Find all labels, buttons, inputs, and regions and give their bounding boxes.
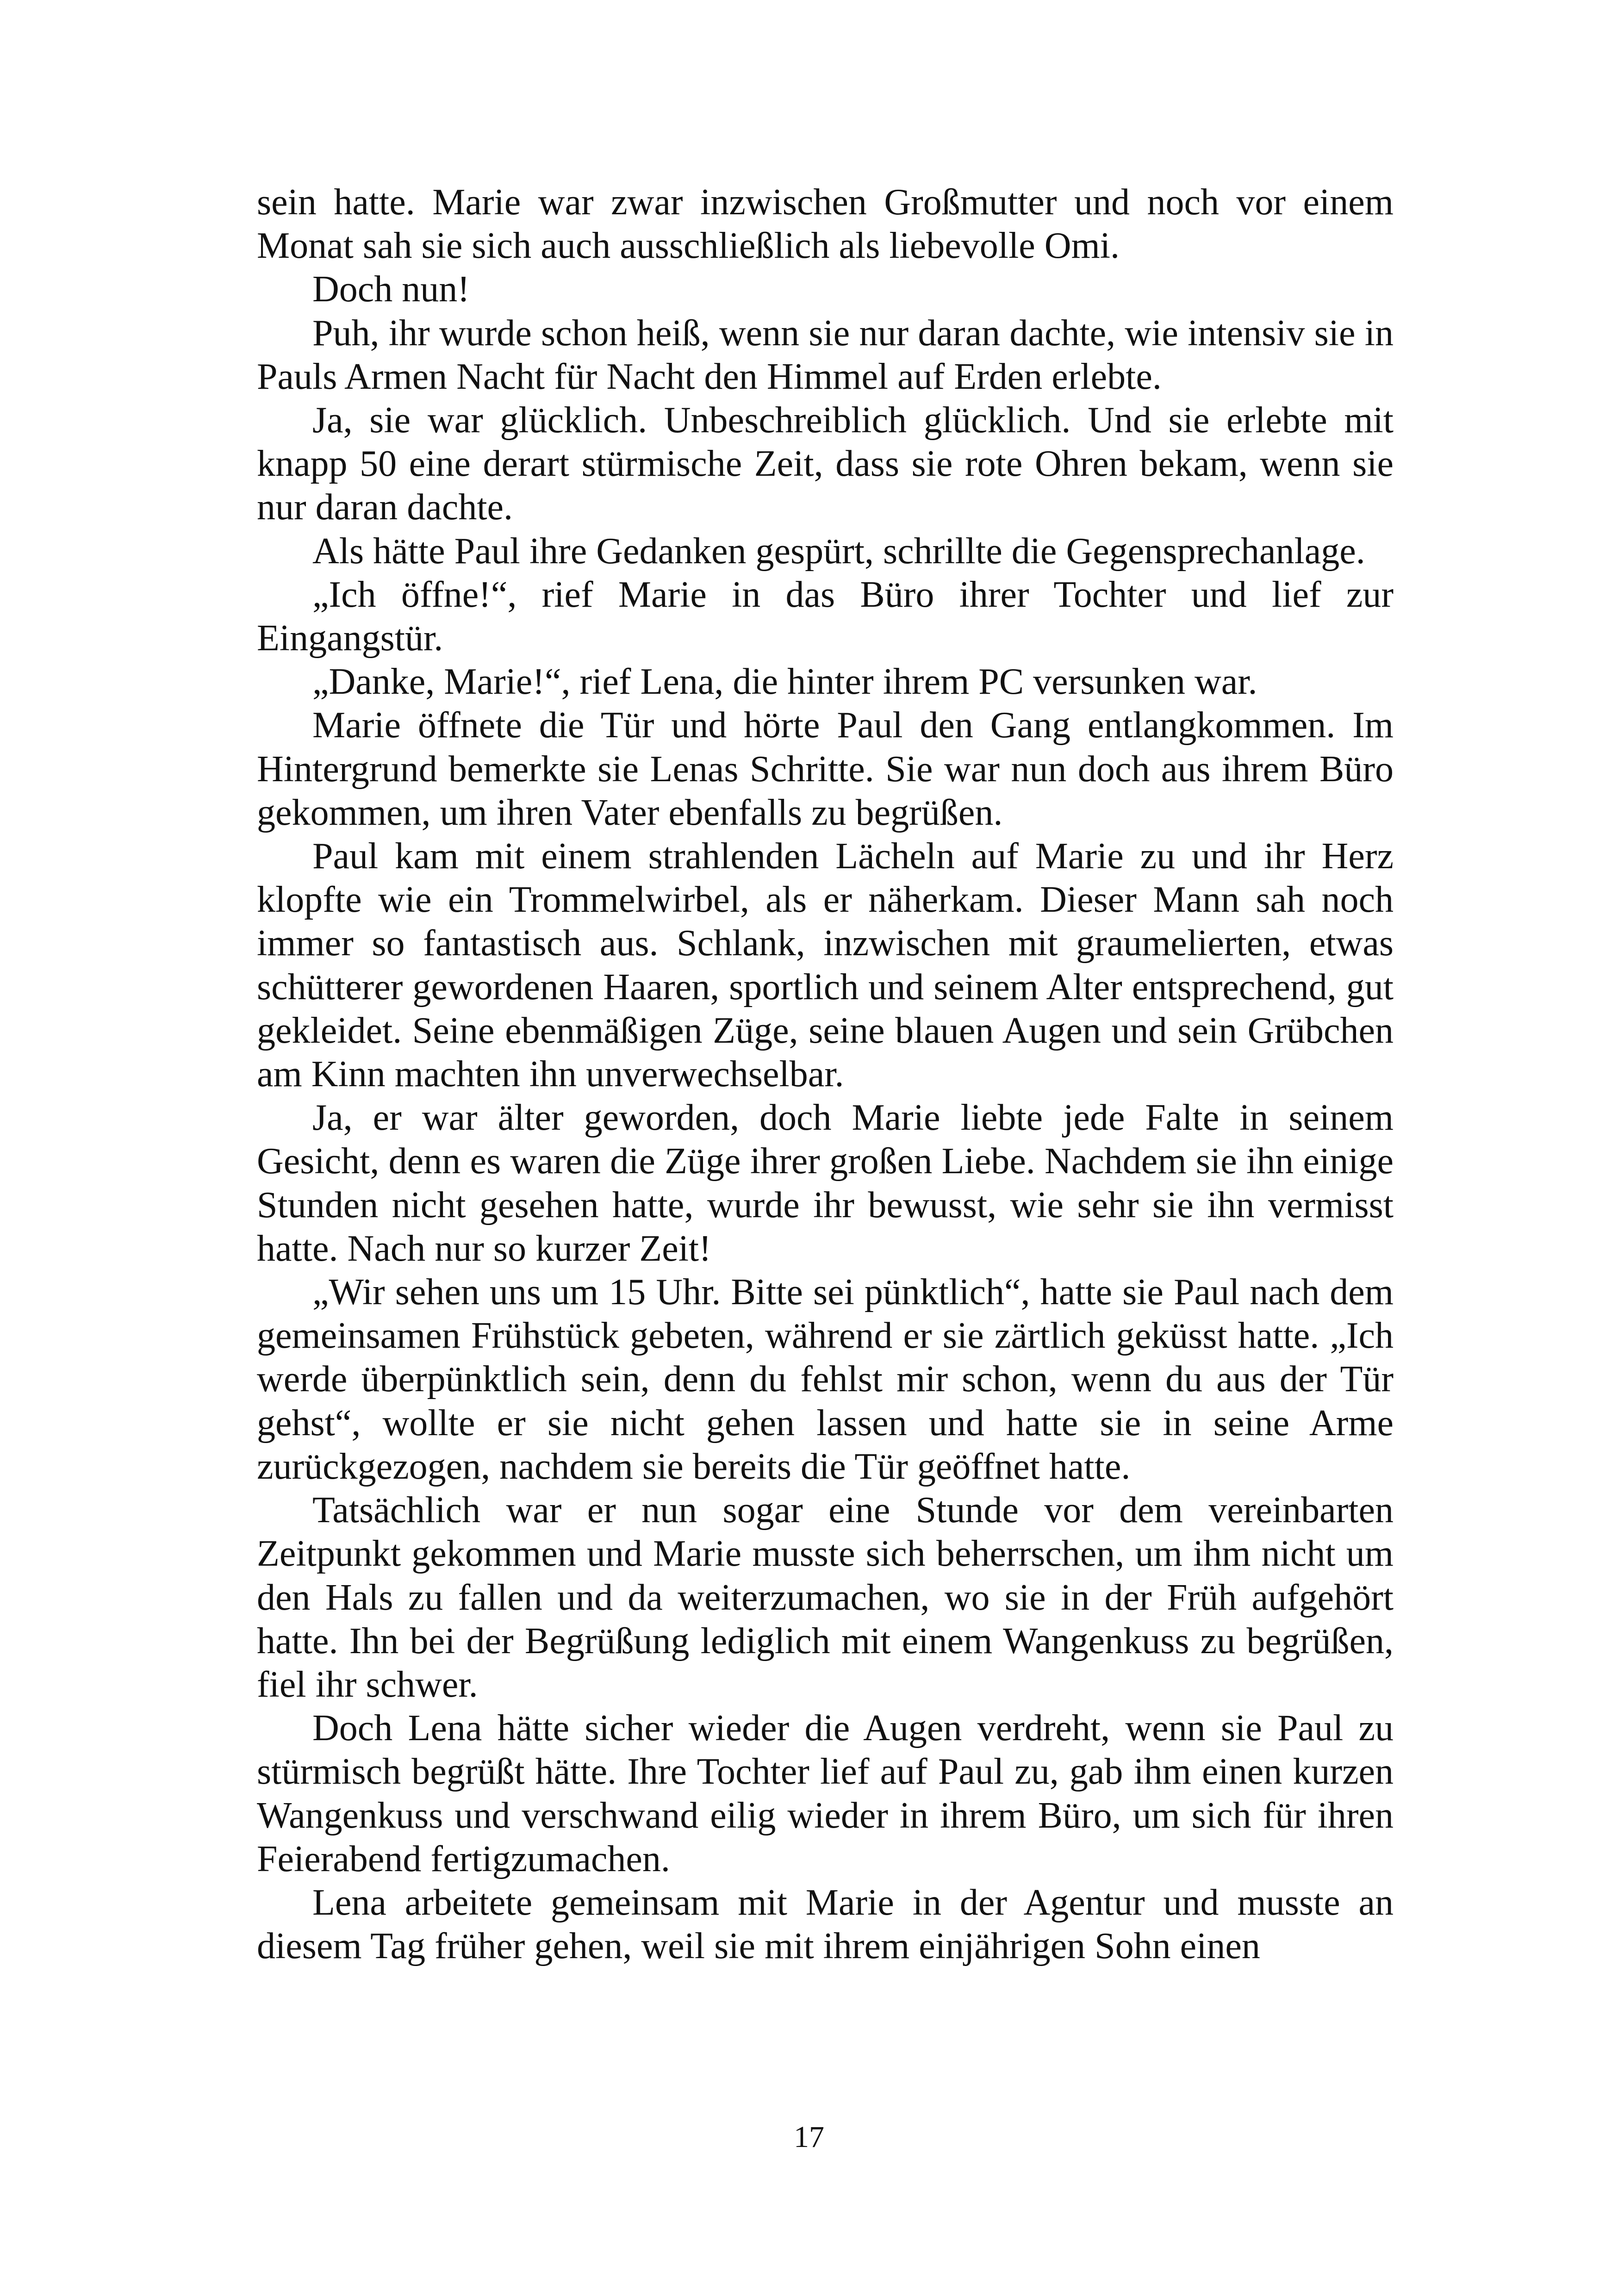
paragraph: Puh, ihr wurde schon heiß, wenn sie nur daran dachte, wie intensiv sie in Pauls Armen Nacht für Nacht den Himmel auf Erden erlebte.: [257, 312, 1394, 397]
paragraph: Marie öffnete die Tür und hörte Paul den Gang entlangkommen. Im Hintergrund bemerkte sie Lenas Schritte. Sie war nun doch aus ihrem Büro gekommen, um ihren Vater ebenfalls zu begrüßen.: [257, 705, 1394, 833]
paragraph-continues: Lena arbeitete gemeinsam mit Marie in der Agentur und musste an diesem Tag früher gehen, weil sie mit ihrem einjährigen Sohn einen: [257, 1882, 1394, 1967]
paragraph: Als hätte Paul ihre Gedanken gespürt, schrillte die Gegensprechanlage.: [312, 530, 1365, 572]
paragraph: „Wir sehen uns um 15 Uhr. Bitte sei pünktlich“, hatte sie Paul nach dem gemeinsamen Frühstück gebeten, während er sie zärtlich geküsst hatte. „Ich werde überpünktlich sein, denn du fehlst mir schon, wenn du aus der Tür gehst“, wollte er sie nicht gehen lassen und hatte sie in seine Arme zurückgezogen, nachdem sie bereits die Tür geöffnet hatte.: [257, 1272, 1394, 1487]
paragraph: Doch Lena hätte sicher wieder die Augen verdreht, wenn sie Paul zu stürmisch begrüßt hätte. Ihre Tochter lief auf Paul zu, gab ihm einen kurzen Wangenkuss und verschwand eilig wieder in ihrem Büro, um sich für ihren Feierabend fertigzumachen.: [257, 1708, 1394, 1879]
paragraph: Doch nun!: [312, 269, 470, 310]
paragraph: Tatsächlich war er nun sogar eine Stunde vor dem vereinbarten Zeitpunkt gekommen und Marie musste sich beherrschen, um ihm nicht um den Hals zu fallen und da weiterzumachen, wo sie in der Früh aufgehört hatte. Ihn bei der Begrüßung lediglich mit einem Wangenkuss zu begrüßen, fiel ihr schwer.: [257, 1490, 1394, 1705]
paragraph: Paul kam mit einem strahlenden Lächeln auf Marie zu und ihr Herz klopfte wie ein Trommelwirbel, als er näherkam. Dieser Mann sah noch immer so fantastisch aus. Schlank, inzwischen mit graumelierten, etwas schütterer gewordenen Haaren, sportlich und seinem Alter entsprechend, gut gekleidet. Seine ebenmäßigen Züge, seine blauen Augen und sein Grübchen am Kinn machten ihn unverwechselbar.: [257, 836, 1394, 1095]
paragraph: „Ich öffne!“, rief Marie in das Büro ihrer Tochter und lief zur Eingangstür.: [257, 574, 1394, 659]
paragraph-continued: sein hatte. Marie war zwar inzwischen Großmutter und noch vor einem Monat sah sie sich auch ausschließlich als liebevolle Omi.: [257, 182, 1394, 267]
paragraph: „Danke, Marie!“, rief Lena, die hinter ihrem PC versunken war.: [312, 661, 1257, 703]
paragraph: Ja, er war älter geworden, doch Marie liebte jede Falte in seinem Gesicht, denn es waren die Züge ihrer großen Liebe. Nachdem sie ihn einige Stunden nicht gesehen hatte, wurde ihr bewusst, wie sehr sie ihn vermisst hatte. Nach nur so kurzer Zeit!: [257, 1097, 1394, 1269]
page-number: 17: [794, 2120, 824, 2154]
paragraph: Ja, sie war glücklich. Unbeschreiblich glücklich. Und sie erlebte mit knapp 50 eine derart stürmische Zeit, dass sie rote Ohren bekam, wenn sie nur daran dachte.: [257, 400, 1394, 528]
body-text: [257, 180, 1394, 1968]
